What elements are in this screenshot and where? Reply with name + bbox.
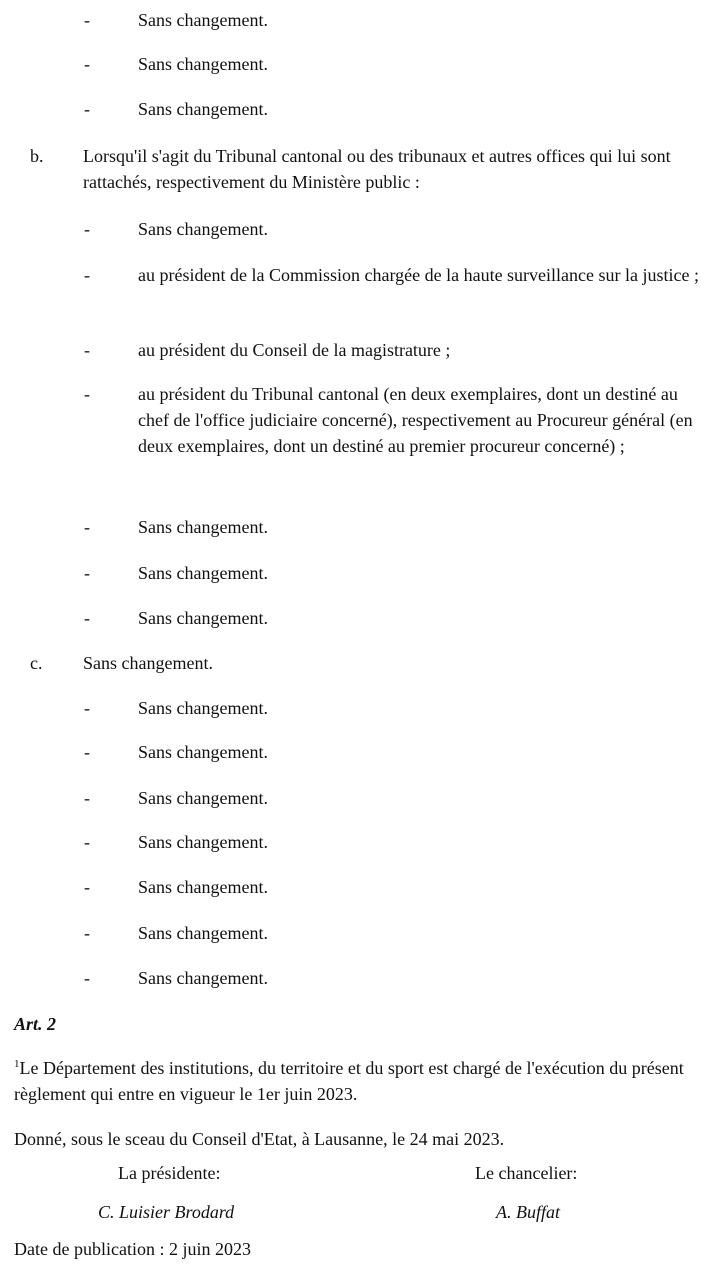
list-dash: - [84,832,90,852]
signature-right-name: A. Buffat [496,1202,560,1222]
list-dash: - [84,517,90,537]
list-dash: - [84,99,90,119]
list-dash: - [84,698,90,718]
list-dash: - [84,608,90,628]
publication-date: Date de publication : 2 juin 2023 [14,1239,251,1259]
list-item: au président du Conseil de la magistrature ; [138,340,451,360]
given-line: Donné, sous le sceau du Conseil d'Etat, à Lausanne, le 24 mai 2023. [14,1129,505,1149]
list-item: Sans changement. [138,219,268,239]
list-item: Sans changement. [138,99,268,119]
article-text: Le Département des institutions, du territoire et du sport est chargé de l'exécution du présent règlement qui entre en vigueur le 1er juin 2023. [14,1058,684,1104]
list-dash: - [84,219,90,239]
list-item: au président du Tribunal cantonal (en deux exemplaires, dont un destiné au chef de l'office judiciaire concerné), respectivement au Procureur général (en deux exemplaires, dont un destiné au premier procureur concerné) ; [138,384,693,456]
list-dash: - [84,788,90,808]
footnote-mark: 1 [14,1058,20,1070]
list-item: Sans changement. [138,698,268,718]
list-item: Sans changement. [138,788,268,808]
paragraph-letter-b: b. [30,146,44,166]
signature-left-title: La présidente: [118,1163,221,1183]
list-item: Sans changement. [138,608,268,628]
list-item: Sans changement. [138,832,268,852]
list-item: au président de la Commission chargée de la haute surveillance sur la justice ; [138,265,699,285]
list-item: Sans changement. [138,517,268,537]
list-item: Sans changement. [138,54,268,74]
list-dash: - [84,563,90,583]
signature-left-name: C. Luisier Brodard [98,1202,235,1222]
list-dash: - [84,742,90,762]
list-item: Sans changement. [138,742,268,762]
list-dash: - [84,10,90,30]
list-dash: - [84,340,90,360]
list-item: Sans changement. [138,923,268,943]
list-item: Sans changement. [138,10,268,30]
list-dash: - [84,265,90,285]
paragraph-b-text: Lorsqu'il s'agit du Tribunal cantonal ou des tribunaux et autres offices qui lui sont rattachés, respectivement du Ministère public : [83,146,671,192]
signature-right-title: Le chancelier: [475,1163,578,1183]
paragraph-c-text: Sans changement. [83,653,213,673]
list-item: Sans changement. [138,968,268,988]
list-dash: - [84,384,90,404]
article-paragraph [14,1055,704,1107]
paragraph-letter-c: c. [30,653,43,673]
list-dash: - [84,877,90,897]
list-item: Sans changement. [138,877,268,897]
list-dash: - [84,923,90,943]
article-title: Art. 2 [14,1014,57,1034]
list-dash: - [84,54,90,74]
list-item: Sans changement. [138,563,268,583]
list-dash: - [84,968,90,988]
